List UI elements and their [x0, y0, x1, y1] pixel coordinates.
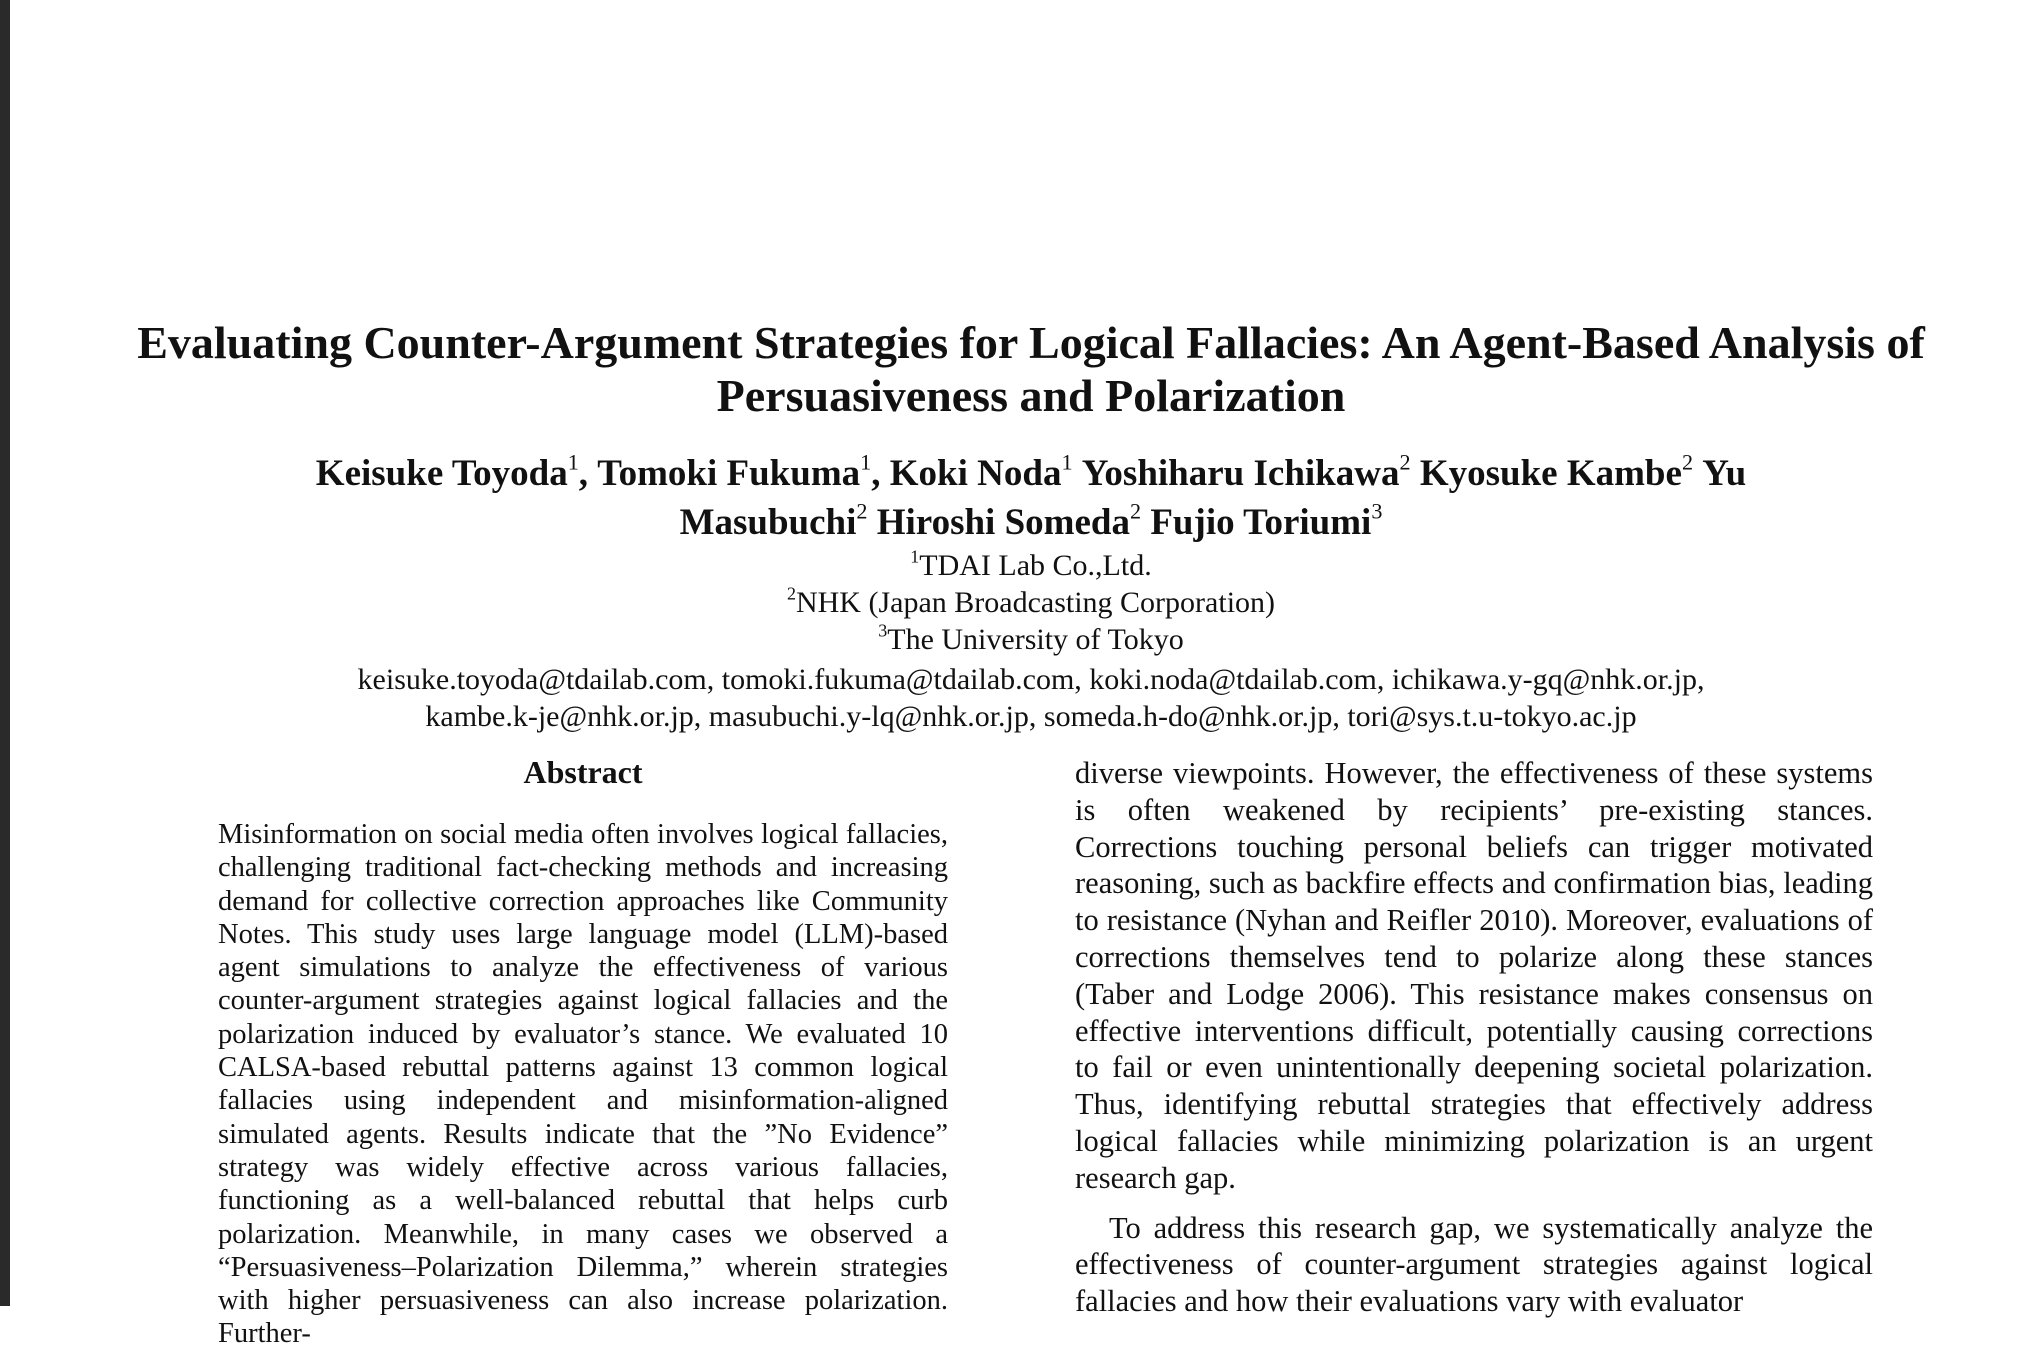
author-name: Hiroshi Someda — [876, 502, 1130, 543]
affiliation-name: NHK (Japan Broadcasting Corporation) — [795, 586, 1276, 619]
author — [876, 498, 1151, 543]
author-separator: , — [871, 453, 890, 494]
affiliation-list — [110, 547, 1952, 658]
affiliation — [110, 621, 1952, 658]
affiliation-number: 1 — [910, 546, 920, 567]
right-column-text — [1075, 755, 1873, 1320]
author-name: Fujio Toriumi — [1150, 502, 1372, 543]
affiliation-name: The University of Tokyo — [887, 623, 1184, 656]
author-name: Yoshiharu Ichikawa — [1081, 453, 1400, 494]
author — [679, 498, 877, 543]
affiliation-number: 2 — [786, 583, 796, 604]
author-separator — [1411, 453, 1420, 494]
author-affil-mark: 2 — [856, 498, 868, 524]
author-affil-mark: 1 — [567, 449, 579, 475]
author-name-part: Yu — [1702, 453, 1747, 494]
author-name: Kyosuke Kambe — [1419, 453, 1682, 494]
window-left-edge — [0, 0, 10, 1306]
author-list — [110, 449, 1952, 547]
author-separator — [1693, 453, 1702, 494]
author-separator: , — [578, 453, 598, 494]
affiliation-name: TDAI Lab Co.,Ltd. — [919, 549, 1152, 582]
author-affil-mark: 1 — [1061, 449, 1073, 475]
email-line: kambe.k-je@nhk.or.jp, masubuchi.y-lq@nhk.or.jp, someda.h-do@nhk.or.jp, tori@sys.t.u-tokyo.ac.jp — [425, 700, 1637, 733]
email-list — [110, 661, 1952, 735]
author-affil-mark: 2 — [1399, 449, 1411, 475]
author-affil-mark: 2 — [1129, 498, 1142, 524]
affiliation-number: 3 — [878, 620, 888, 641]
author-affil-mark: 2 — [1681, 449, 1694, 475]
author — [1150, 498, 1383, 543]
author — [1419, 449, 1702, 494]
author — [889, 449, 1082, 494]
affiliation — [110, 584, 1952, 621]
email-line: keisuke.toyoda@tdailab.com, tomoki.fukuma@tdailab.com, koki.noda@tdailab.com, ichikawa.y-gq@nhk.or.jp, — [357, 663, 1705, 696]
author — [1081, 449, 1420, 494]
affiliation — [110, 547, 1952, 584]
author — [597, 449, 890, 494]
author — [315, 449, 598, 494]
abstract-text: Misinformation on social media often involves logical fallacies, challenging traditional fact-checking methods and increasing demand for collective correction approaches like Community Notes. This study uses large language model (LLM)-based agent simulations to analyze the effectiveness of various counter-argument strategies against logical fallacies and the polarization induced by evaluator’s stance. We evaluated 10 CALSA-based rebuttal patterns against 13 common logical fallacies using independent and misinformation-aligned simulated agents. Results indicate that the ”No Evidence” strategy was widely effective across various fallacies, functioning as a well-balanced rebuttal that helps curb polarization. Meanwhile, in many cases we observed a “Persuasiveness–Polarization Dilemma,” wherein strategies with higher persuasiveness can also increase polarization. Further- — [218, 819, 948, 1350]
author-name: Tomoki Fukuma — [597, 453, 861, 494]
author-affil-mark: 3 — [1371, 498, 1383, 524]
author-separator — [868, 502, 877, 543]
author-separator — [1073, 453, 1082, 494]
author-name: Koki Noda — [889, 453, 1062, 494]
author-affil-mark: 1 — [860, 449, 872, 475]
author-name: Keisuke Toyoda — [315, 453, 568, 494]
paper-title: Evaluating Counter-Argument Strategies for Logical Fallacies: An Agent-Based Analysis of Persuasiveness and Polarization — [137, 317, 1925, 421]
intro-paragraph: diverse viewpoints. However, the effectiveness of these systems is often weakened by recipients’ pre-existing stances. Corrections touching personal beliefs can trigger motivated reasoning, such as backfire effects and confirmation bias, leading to resistance (Nyhan and Reifler 2010). Moreover, evaluations of corrections themselves tend to polarize along these stances (Taber and Lodge 2006). This resistance makes consensus on effective interventions difficult, potentially causing corrections to fail or even unintentionally deepening societal polarization. Thus, identifying rebuttal strategies that effectively address logical fallacies while minimizing polarization is an urgent research gap. — [1075, 756, 1873, 1195]
author-separator — [1141, 502, 1150, 543]
intro-paragraph: To address this research gap, we systematically analyze the effectiveness of counter-argument strategies against logical fallacies and how their evaluations vary with evaluator — [1075, 1210, 1873, 1319]
author-name-part: Masubuchi — [679, 502, 857, 543]
abstract-heading: Abstract — [523, 754, 643, 790]
